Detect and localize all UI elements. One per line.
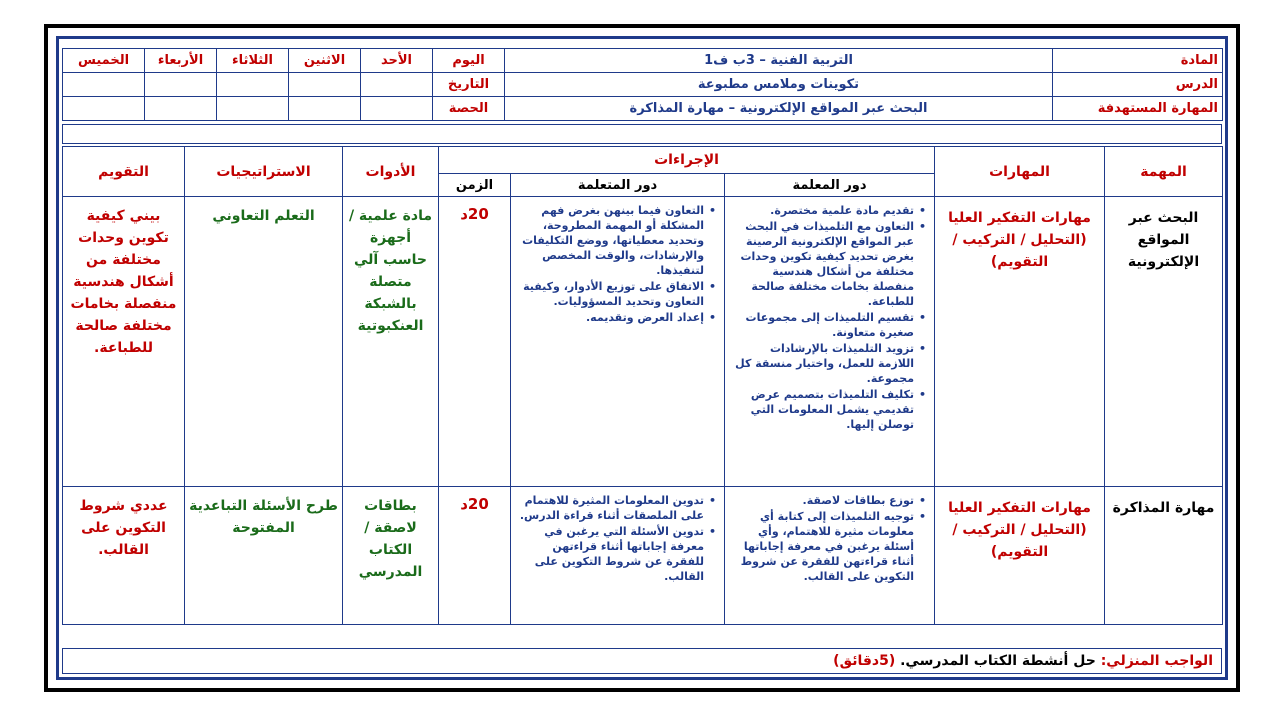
teacher-role-cell	[725, 487, 935, 625]
day-label: اليوم	[433, 49, 505, 73]
spacer-row	[62, 124, 1222, 144]
task-cell: مهارة المذاكرة	[1105, 487, 1223, 625]
list-item: • الاتفاق على توزيع الأدوار، وكيفية التعاون وتحديد المسؤوليات.	[517, 279, 704, 309]
day-wednesday: الأربعاء	[145, 49, 217, 73]
subject-value: التربية الفنية – 3ب ف1	[505, 49, 1053, 73]
date-cell	[217, 73, 289, 97]
date-cell	[63, 73, 145, 97]
list-item: • تدوين المعلومات المثيرة للاهتمام على الملصقات أثناء قراءة الدرس.	[517, 493, 704, 523]
time-cell: 20د	[439, 197, 511, 487]
date-cell	[361, 73, 433, 97]
col-task-header: المهمة	[1105, 147, 1223, 197]
list-item: • تقديم مادة علمية مختصرة.	[731, 203, 914, 218]
teacher-role-cell	[725, 197, 935, 487]
list-item: • توجيه التلميذات إلى كتابة أي معلومات مثيرة للاهتمام، وأي أسئلة يرغبن في معرفة إجاباتها أثناء قراءتهن للفقرة عن شروط التكوين على القالب.	[731, 509, 914, 584]
day-monday: الاثنين	[289, 49, 361, 73]
strategies-cell: طرح الأسئلة التباعدية المفتوحة	[185, 487, 343, 625]
lesson-value: تكوينات وملامس مطبوعة	[505, 73, 1053, 97]
list-item: • تكليف التلميذات بتصميم عرض تقديمي يشمل المعلومات التي توصلن إليها.	[731, 387, 914, 432]
date-cell	[145, 73, 217, 97]
list-item: • تقسيم التلميذات إلى مجموعات صغيرة متعاونة.	[731, 310, 914, 340]
list-item: • التعاون فيما بينهن بغرض فهم المشكلة أو المهمة المطروحة، وتحديد معطياتها، ووضع التكليفات والإرشادات، والوقت المخصص لتنفيذها.	[517, 203, 704, 278]
student-role-cell	[511, 487, 725, 625]
tools-cell: مادة علمية / أجهزة حاسب آلي متصلة بالشبكة العنكبوتية	[343, 197, 439, 487]
target-skill-value: البحث عبر المواقع الإلكترونية – مهارة المذاكرة	[505, 97, 1053, 121]
date-label: التاريخ	[433, 73, 505, 97]
homework-text: حل أنشطة الكتاب المدرسي.	[900, 653, 1096, 669]
task-cell: البحث عبر المواقع الإلكترونية	[1105, 197, 1223, 487]
period-cell	[289, 97, 361, 121]
date-cell	[289, 73, 361, 97]
strategies-cell: التعلم التعاوني	[185, 197, 343, 487]
col-procedures-header: الإجراءات	[439, 147, 935, 174]
list-item: • تزويد التلميذات بالإرشادات اللازمة للعمل، واختيار منسقة كل مجموعة.	[731, 341, 914, 386]
col-strategies-header: الاستراتيجيات	[185, 147, 343, 197]
skills-cell: مهارات التفكير العليا (التحليل / التركيب / التقويم)	[935, 487, 1105, 625]
period-cell	[63, 97, 145, 121]
skills-cell: مهارات التفكير العليا (التحليل / التركيب / التقويم)	[935, 197, 1105, 487]
day-sunday: الأحد	[361, 49, 433, 73]
lesson-info-table	[62, 48, 1223, 121]
evaluation-cell: عددي شروط التكوين على القالب.	[63, 487, 185, 625]
period-label: الحصة	[433, 97, 505, 121]
col-tools-header: الأدوات	[343, 147, 439, 197]
evaluation-cell: بيني كيفية تكوين وحدات مختلفة من أشكال هندسية منفصلة بخامات مختلفة صالحة للطباعة.	[63, 197, 185, 487]
homework-bar	[62, 648, 1222, 674]
target-skill-label: المهارة المستهدفة	[1053, 97, 1223, 121]
col-time-header: الزمن	[439, 174, 511, 197]
period-cell	[145, 97, 217, 121]
time-cell: 20د	[439, 487, 511, 625]
list-item: • التعاون مع التلميذات في البحث عبر المواقع الإلكترونية الرصينة بغرض تحديد كيفية تكوين وحدات مختلفة من أشكال هندسية منفصلة بخامات مختلفة صالحة للطباعة.	[731, 219, 914, 309]
homework-label: الواجب المنزلي:	[1100, 653, 1213, 669]
tools-cell: بطاقات لاصقة / الكتاب المدرسي	[343, 487, 439, 625]
list-item: • إعداد العرض وتقديمه.	[517, 310, 704, 325]
lesson-label: الدرس	[1053, 73, 1223, 97]
day-thursday: الخميس	[63, 49, 145, 73]
col-teacher-role-header: دور المعلمة	[725, 174, 935, 197]
period-cell	[217, 97, 289, 121]
table-row	[63, 197, 1223, 487]
col-student-role-header: دور المتعلمة	[511, 174, 725, 197]
col-skills-header: المهارات	[935, 147, 1105, 197]
table-row	[63, 487, 1223, 625]
lesson-plan-table	[62, 146, 1223, 625]
student-role-cell	[511, 197, 725, 487]
list-item: • تدوين الأسئلة التي يرغبن في معرفة إجاباتها أثناء قراءتهن للفقرة عن شروط التكوين على القالب.	[517, 524, 704, 584]
list-item: • توزع بطاقات لاصقة.	[731, 493, 914, 508]
day-tuesday: الثلاثاء	[217, 49, 289, 73]
col-evaluation-header: التقويم	[63, 147, 185, 197]
homework-duration: (5دقائق)	[833, 653, 896, 669]
period-cell	[361, 97, 433, 121]
subject-label: المادة	[1053, 49, 1223, 73]
